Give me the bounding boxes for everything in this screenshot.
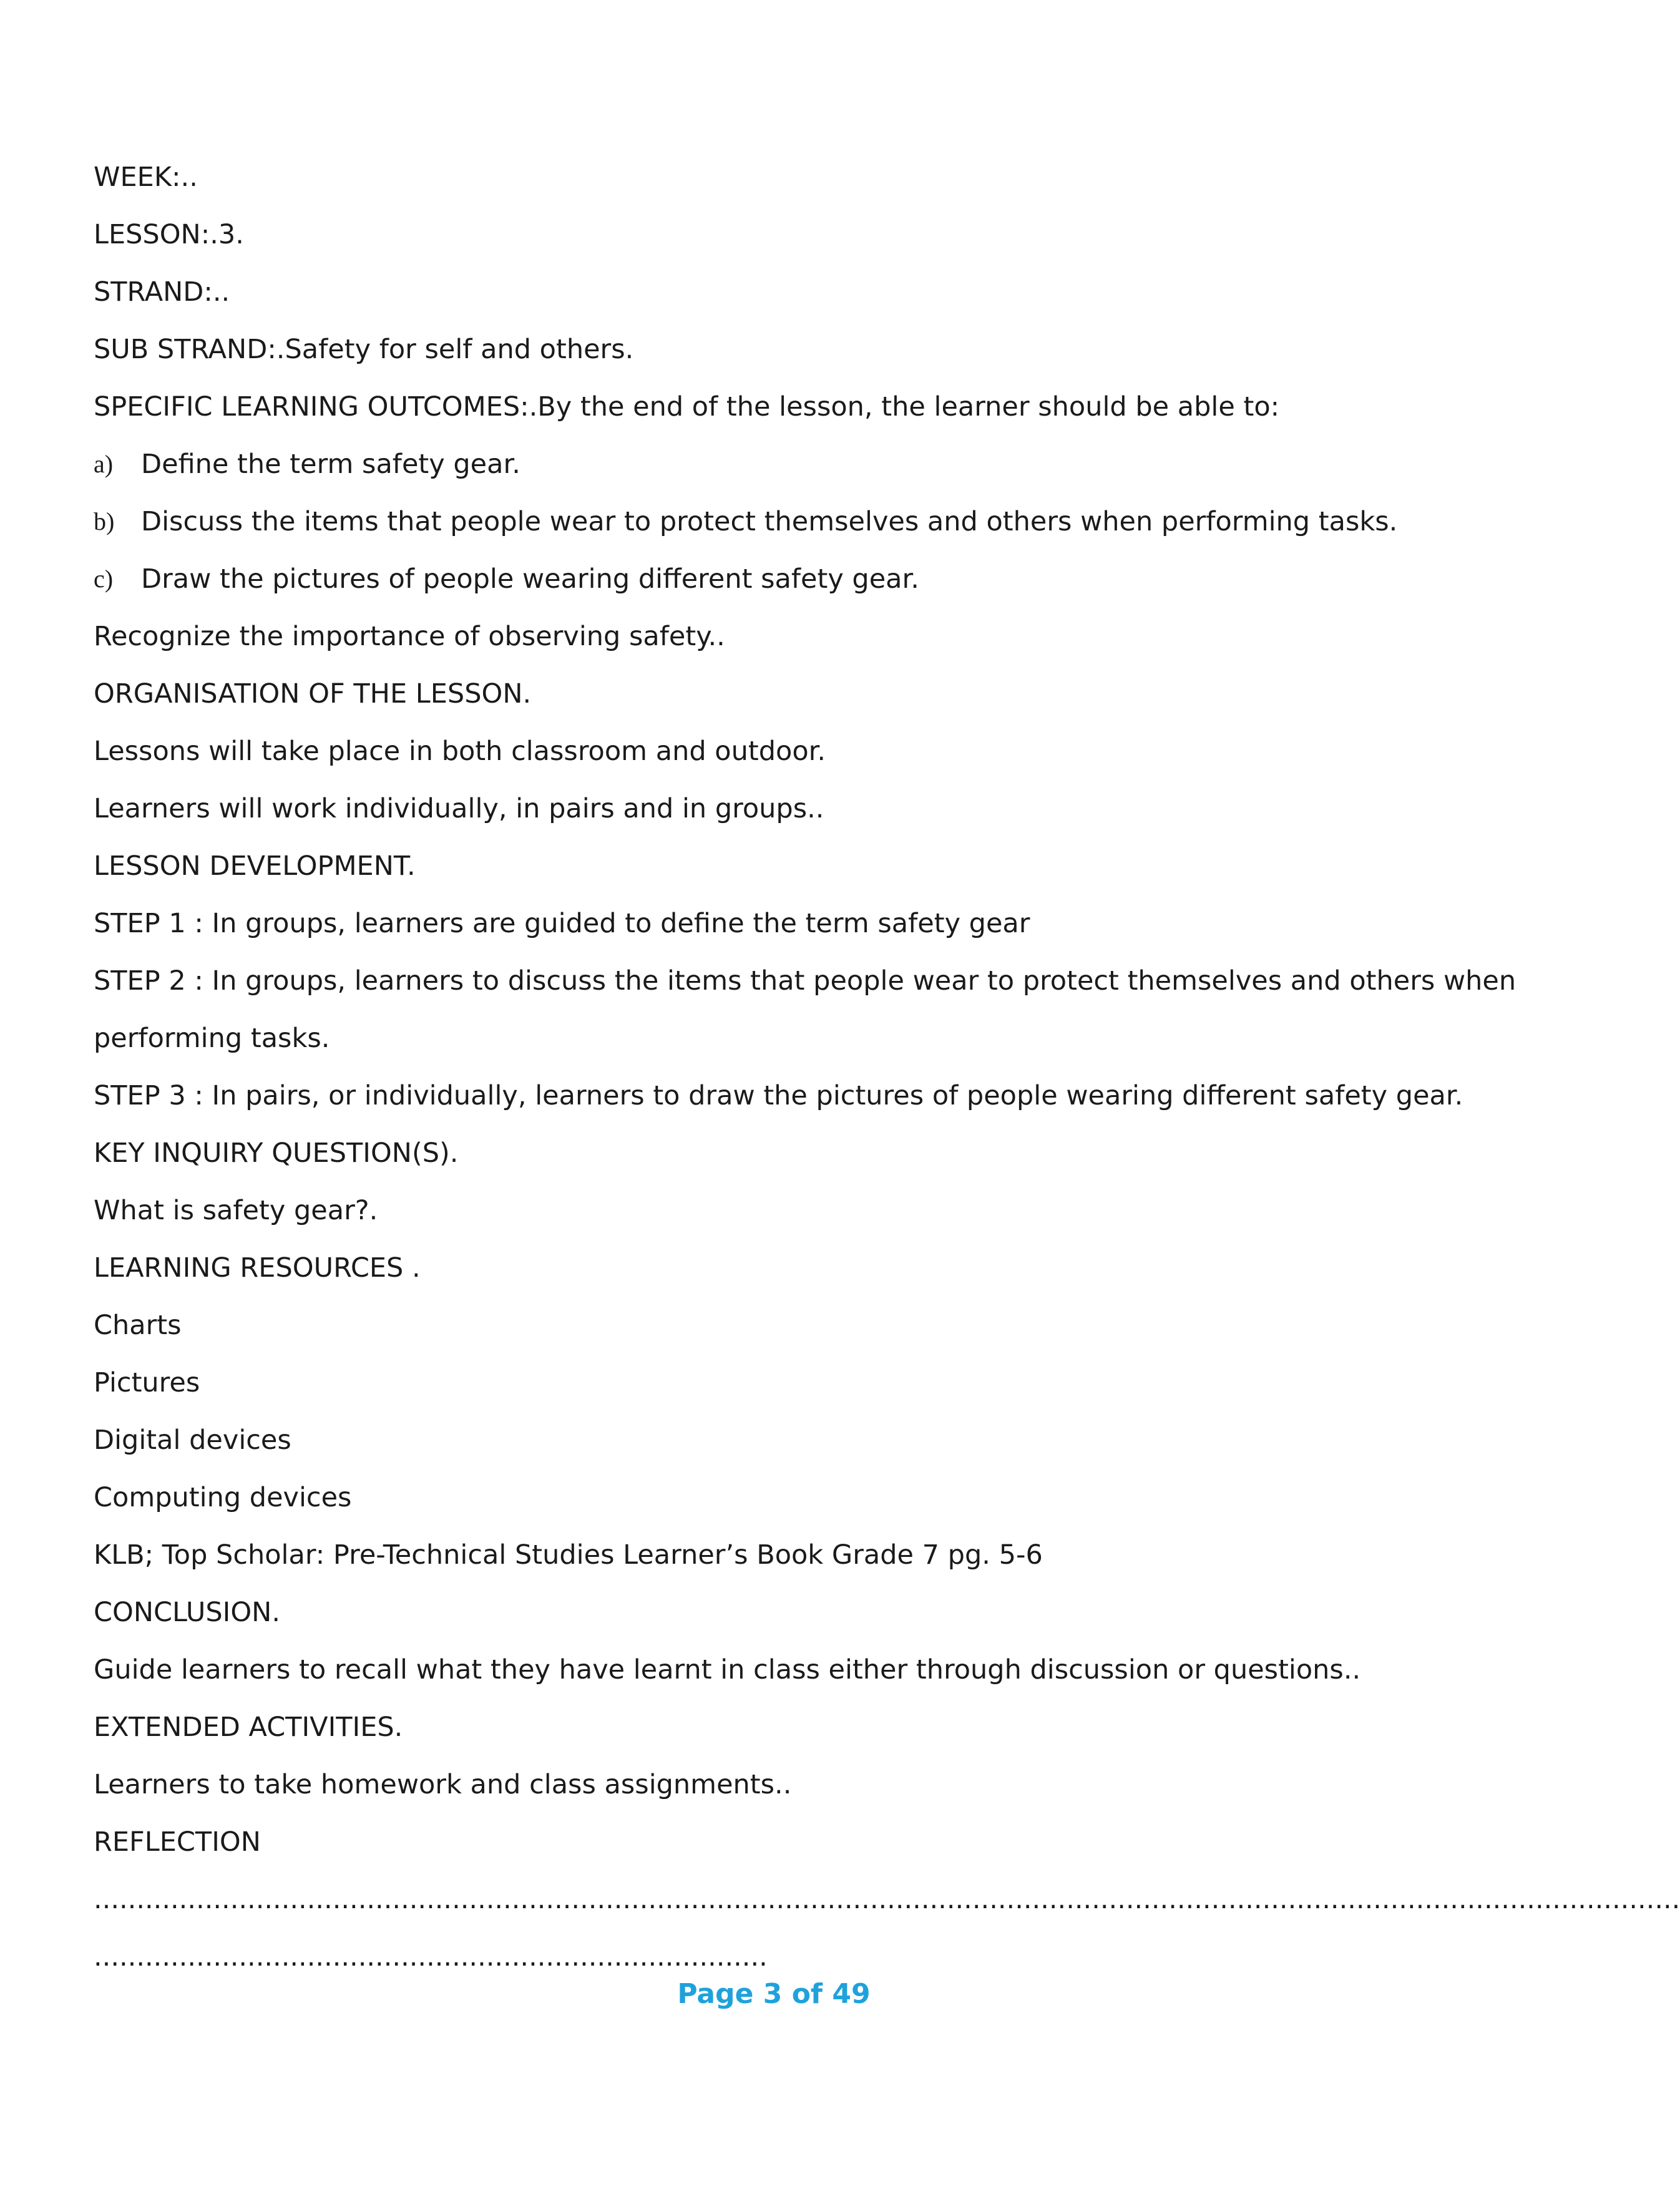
key-inquiry-heading: KEY INQUIRY QUESTION(S). (94, 1138, 459, 1169)
organisation-heading: ORGANISATION OF THE LESSON. (94, 678, 532, 709)
extended-activities-heading: EXTENDED ACTIVITIES. (94, 1712, 403, 1743)
reflection-heading: REFLECTION (94, 1826, 261, 1858)
step-3-line: STEP 3 : In pairs, or individually, learners to draw the pictures of people wearing different safety gear. (94, 1080, 1463, 1111)
conclusion-heading: CONCLUSION. (94, 1597, 281, 1628)
organisation-line-1: Lessons will take place in both classroom and outdoor. (94, 736, 826, 767)
outcome-text: Discuss the items that people wear to protect themselves and others when performing tasks. (141, 506, 1398, 537)
week-line: WEEK:.. (94, 162, 198, 193)
lesson-plan-body (94, 149, 1680, 1986)
outcome-text: Draw the pictures of people wearing different safety gear. (141, 563, 919, 595)
sub-strand-line: SUB STRAND:.Safety for self and others. (94, 334, 634, 365)
strand-line: STRAND:.. (94, 276, 230, 308)
resource-item: Digital devices (94, 1425, 291, 1456)
resource-item: Charts (94, 1310, 182, 1341)
lesson-development-heading: LESSON DEVELOPMENT. (94, 851, 416, 882)
page-number: Page 3 of 49 (677, 1978, 871, 2010)
step-2-line: STEP 2 : In groups, learners to discuss the items that people wear to protect themselves and others when (94, 965, 1516, 997)
outcome-text: Define the term safety gear. (141, 449, 520, 480)
extended-activities-text: Learners to take homework and class assignments.. (94, 1769, 792, 1800)
outcome-list-item (94, 436, 1454, 493)
step-2-continuation: performing tasks. (94, 1023, 330, 1054)
outcome-list-item (94, 550, 1454, 608)
specific-learning-outcomes-heading: SPECIFIC LEARNING OUTCOMES:.By the end of the lesson, the learner should be able to: (94, 391, 1280, 422)
conclusion-text: Guide learners to recall what they have learnt in class either through discussion or questions.. (94, 1654, 1361, 1685)
step-1-line: STEP 1 : In groups, learners are guided to define the term safety gear (94, 908, 1030, 939)
lesson-line: LESSON:.3. (94, 219, 244, 250)
list-marker: a) (94, 450, 114, 478)
list-marker: b) (94, 507, 115, 535)
resource-item: Pictures (94, 1367, 200, 1398)
outcome-list-item (94, 493, 1454, 550)
resource-item: KLB; Top Scholar: Pre-Technical Studies Learner’s Book Grade 7 pg. 5-6 (94, 1539, 1043, 1571)
resource-item: Computing devices (94, 1482, 352, 1513)
key-inquiry-question: What is safety gear?. (94, 1195, 378, 1226)
reflection-dotted-line: .......................................................................................................................................................................................... (94, 1884, 1680, 1915)
recognize-line: Recognize the importance of observing safety.. (94, 621, 725, 652)
list-marker: c) (94, 565, 114, 593)
organisation-line-2: Learners will work individually, in pairs and in groups.. (94, 793, 824, 824)
reflection-dotted-line: ............................................................................... (94, 1941, 768, 1972)
learning-resources-heading: LEARNING RESOURCES . (94, 1252, 421, 1284)
